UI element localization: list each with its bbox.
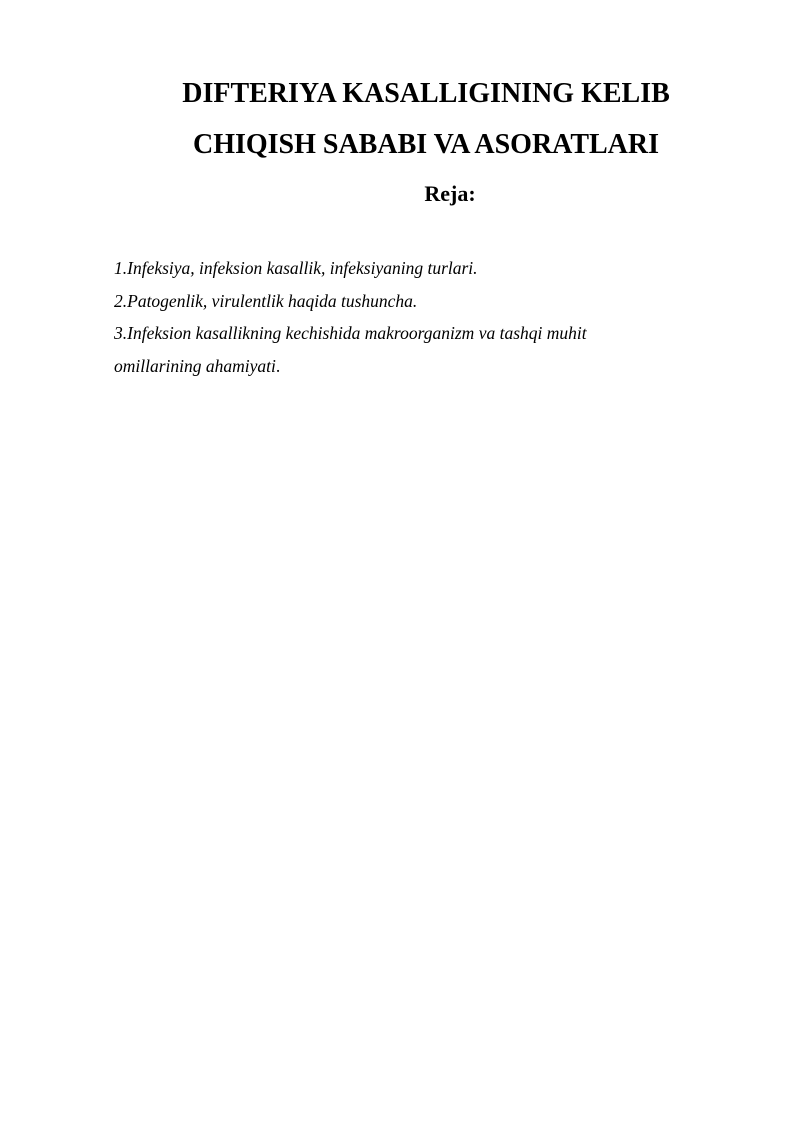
plan-item-2: 2.Patogenlik, virulentlik haqida tushuncha. [114, 290, 418, 311]
plan-item-3-continuation-text: omillarining ahamiyati [114, 355, 276, 376]
plan-heading: Reja: [424, 181, 476, 206]
document-title-line-2: CHIQISH SABABI VA ASORATLARI [192, 129, 660, 160]
document-title-line-1: DIFTERIYA KASALLIGINING KELIB [182, 78, 670, 109]
plan-item-3-continuation [114, 350, 674, 383]
plan-list [114, 252, 674, 382]
plan-item-1: 1.Infeksiya, infeksion kasallik, infeksiyaning turlari. [114, 258, 478, 278]
plan-item-3-period: . [275, 355, 281, 376]
plan-item-3: 3.Infeksion kasallikning kechishida makroorganizm va tashqi muhit [114, 323, 587, 343]
